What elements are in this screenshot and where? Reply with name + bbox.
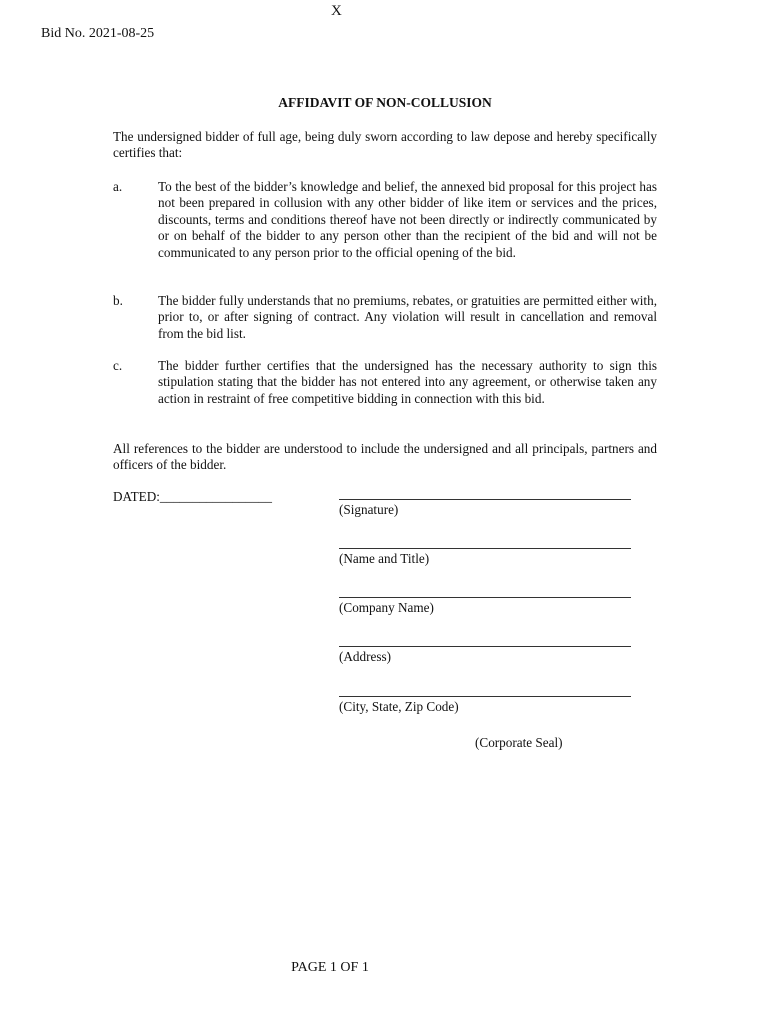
signature-line	[339, 487, 631, 500]
signature-line	[339, 585, 631, 598]
address-label: (Address)	[339, 649, 392, 664]
clause-text: The bidder further certifies that the undersigned has the necessary authority to sign this stipulation stating that the bidder has not entered into any agreement, or otherwise taken any action in restraint of free competitive bidding in connection with this bid.	[158, 358, 657, 406]
document-title: AFFIDAVIT OF NON-COLLUSION	[278, 95, 492, 110]
clause-text: The bidder fully understands that no premiums, rebates, or gratuities are permitted either with, prior to, or after signing of contract. Any violation will result in cancellation and removal from the bid list.	[158, 293, 657, 341]
clause-text: To the best of the bidder’s knowledge and belief, the annexed bid proposal for this project has not been prepared in collusion with any other bidder of like item or services and the prices, discounts, terms and conditions thereof have not been directly or indirectly communicated by or on behalf of the bidder to any person other than the recipient of the bid and will not be communicated to any person prior to the official opening of the bid.	[158, 179, 657, 260]
intro-paragraph: The undersigned bidder of full age, being duly sworn according to law depose and hereby specifically certifies that:	[113, 129, 657, 161]
signature-field[interactable]	[339, 487, 631, 518]
clause-letter: a.	[113, 179, 123, 194]
signature-line	[339, 536, 631, 549]
address-field[interactable]	[339, 634, 631, 665]
company-name-field[interactable]	[339, 585, 631, 616]
header-mark: X	[331, 3, 342, 19]
name-title-label: (Name and Title)	[339, 551, 430, 566]
clause-letter: b.	[113, 293, 123, 308]
clause-letter: c.	[113, 358, 123, 373]
clause-a	[113, 179, 657, 261]
city-state-zip-field[interactable]	[339, 684, 631, 715]
company-name-label: (Company Name)	[339, 600, 434, 615]
clause-c	[113, 358, 657, 407]
clause-b	[113, 293, 657, 342]
signature-line	[339, 684, 631, 697]
dated-field[interactable]: DATED:_________________	[113, 489, 272, 504]
name-title-field[interactable]	[339, 536, 631, 567]
references-paragraph: All references to the bidder are understood to include the undersigned and all principals, partners and officers of the bidder.	[113, 441, 657, 473]
page-number: PAGE 1 OF 1	[291, 960, 369, 975]
city-state-zip-label: (City, State, Zip Code)	[339, 699, 459, 714]
corporate-seal-label: (Corporate Seal)	[475, 735, 563, 750]
signature-line	[339, 634, 631, 647]
bid-number: Bid No. 2021-08-25	[41, 26, 155, 41]
signature-label: (Signature)	[339, 502, 399, 517]
